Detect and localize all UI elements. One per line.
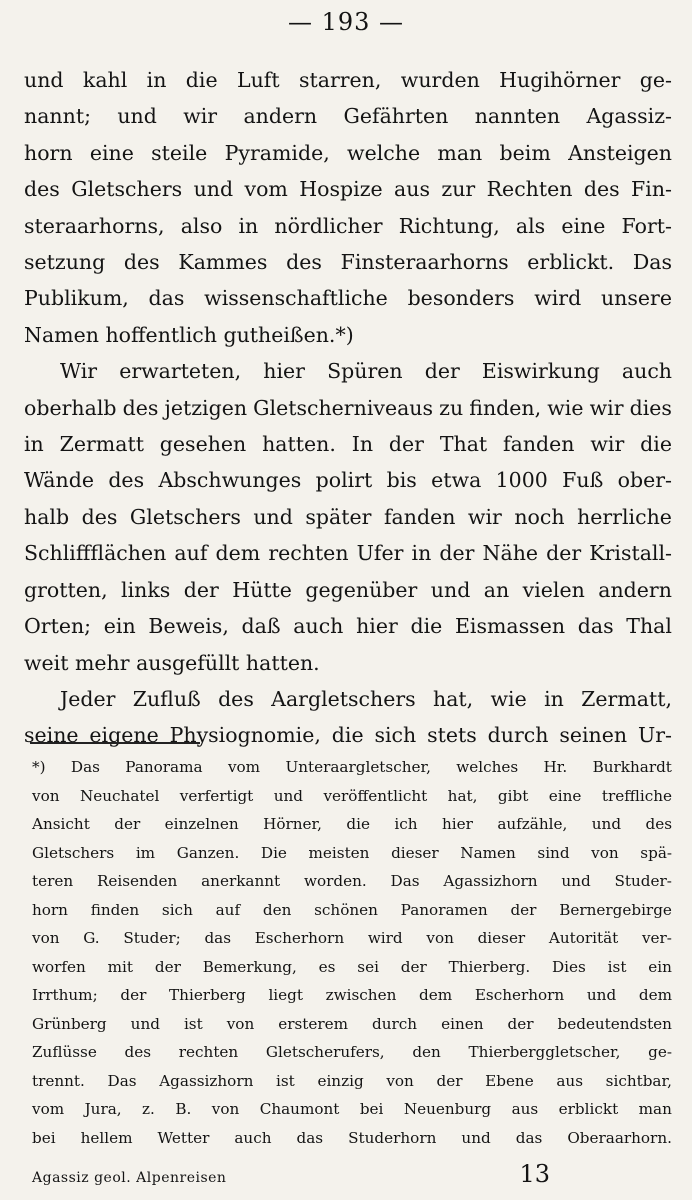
footnote-line: Grünberg und ist von ersterem durch einen der bedeutendsten bbox=[32, 1014, 672, 1033]
text-line: nannt; und wir andern Gefährten nannten Agassiz- bbox=[24, 104, 672, 129]
footnote-line: von G. Studer; das Escherhorn wird von dieser Autorität ver- bbox=[32, 929, 672, 947]
footnote-line: Ansicht der einzelnen Hörner, die ich hier aufzähle, und des bbox=[32, 815, 672, 833]
text-line: oberhalb des jetzigen Gletscherniveaus zu finden, wie wir dies bbox=[24, 395, 672, 420]
text-line: und kahl in die Luft starren, wurden Hugihörner ge- bbox=[24, 68, 672, 92]
signature-number: 13 bbox=[519, 1160, 550, 1188]
footnote-line: Gletschers im Ganzen. Die meisten dieser Namen sind von spä- bbox=[32, 843, 672, 862]
text-line: Publikum, das wissenschaftliche besonders wird unsere bbox=[24, 286, 672, 311]
text-line: Jeder Zufluß des Aargletschers hat, wie in Zermatt, bbox=[60, 686, 672, 711]
text-line: steraarhorns, also in nördlicher Richtung, als eine Fort- bbox=[24, 213, 672, 238]
text-line: horn eine steile Pyramide, welche man beim Ansteigen bbox=[24, 140, 672, 165]
footnote-line: trennt. Das Agassizhorn ist einzig von der Ebene aus sichtbar, bbox=[32, 1071, 672, 1090]
text-line: Namen hoffentlich gutheißen.*) bbox=[24, 322, 354, 347]
footnote bbox=[32, 753, 672, 1152]
footnote-line: Zuflüsse des rechten Gletscherufers, den Thierberggletscher, ge- bbox=[32, 1043, 672, 1061]
footnote-line: *) Das Panorama vom Unteraargletscher, welches Hr. Burkhardt bbox=[32, 758, 672, 776]
footnote-line: von Neuchatel verfertigt und veröffentlicht hat, gibt eine treffliche bbox=[32, 786, 672, 805]
footnote-line: bei hellem Wetter auch das Studerhorn und das Oberaarhorn. bbox=[32, 1128, 672, 1147]
footnote-line: teren Reisenden anerkannt worden. Das Agassizhorn und Studer- bbox=[32, 872, 672, 890]
page-number-header: — 193 — bbox=[287, 8, 405, 36]
footnote-line: Irrthum; der Thierberg liegt zwischen dem Escherhorn und dem bbox=[32, 986, 672, 1004]
footnote-line: vom Jura, z. B. von Chaumont bei Neuenburg aus erblickt man bbox=[32, 1100, 672, 1118]
text-line: Orten; ein Beweis, daß auch hier die Eismassen das Thal bbox=[24, 614, 672, 639]
text-line: setzung des Kammes des Finsteraarhorns erblickt. Das bbox=[24, 250, 672, 275]
text-line: Schliffflächen auf dem rechten Ufer in der Nähe der Kristall- bbox=[24, 541, 672, 566]
text-line: weit mehr ausgefüllt hatten. bbox=[24, 650, 320, 675]
text-line: Wir erwarteten, hier Spüren der Eiswirkung auch bbox=[60, 359, 672, 384]
text-line: Wände des Abschwunges polirt bis etwa 1000 Fuß ober- bbox=[24, 468, 672, 493]
text-line: des Gletschers und vom Hospize aus zur Rechten des Fin- bbox=[24, 177, 672, 202]
text-line: halb des Gletschers und später fanden wir noch herrliche bbox=[24, 504, 672, 529]
footnote-line: horn finden sich auf den schönen Panoramen der Bernergebirge bbox=[32, 900, 672, 919]
text-line: in Zermatt gesehen hatten. In der That fanden wir die bbox=[24, 432, 672, 457]
signature-label: Agassiz geol. Alpenreisen bbox=[32, 1170, 227, 1186]
footnote-divider bbox=[30, 742, 200, 744]
text-line: seine eigene Physiognomie, die sich stets durch seinen Ur- bbox=[24, 723, 672, 748]
text-line: grotten, links der Hütte gegenüber und an vielen andern bbox=[24, 577, 672, 602]
footnote-line: worfen mit der Bemerkung, es sei der Thierberg. Dies ist ein bbox=[32, 957, 672, 976]
page-footer bbox=[32, 1160, 650, 1188]
main-text bbox=[24, 62, 672, 754]
